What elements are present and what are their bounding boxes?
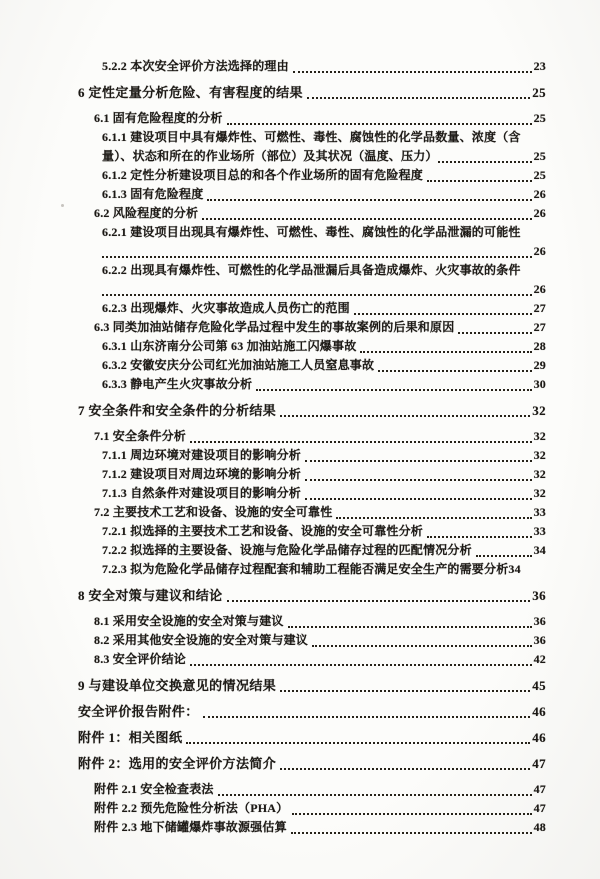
toc-entry (78, 631, 546, 650)
toc-entry (78, 650, 546, 669)
toc-page-number: 26 (533, 282, 546, 296)
toc-entry (78, 318, 546, 337)
toc-page-number: 46 (532, 704, 546, 719)
toc-entry-label: 6.1 固有危险程度的分析 (94, 111, 223, 125)
toc-leader-dots (218, 794, 532, 796)
toc-entry-label: 附件 2.2 预先危险性分析法（PHA） (94, 801, 289, 815)
toc-leader-dots (280, 768, 530, 770)
toc-entry-label: 6.2.2 出现具有爆炸性、可燃性的化学品泄漏后具备造成爆炸、火灾事故的条件 (102, 263, 521, 277)
toc-page-number: 26 (533, 206, 546, 220)
toc-entry-label: 6.3.2 安徽安庆分公司红光加油站施工人员窒息事故 (102, 358, 375, 372)
toc-entry (78, 560, 546, 579)
toc-leader-dots (336, 517, 531, 519)
toc-page-number: 26 (533, 244, 546, 258)
toc-entry-label: 6.3.1 山东济南分公司第 63 加油站施工闪爆事故 (102, 339, 357, 353)
toc-entry (78, 147, 546, 166)
toc-page-number: 25 (533, 168, 546, 182)
toc-entry (78, 702, 546, 721)
toc-page-number: 26 (533, 187, 546, 201)
toc-page-number: 32 (533, 429, 546, 443)
toc-entry (78, 185, 546, 204)
toc-entry-label: 5.2.2 本次安全评价方法选择的理由 (102, 59, 289, 73)
toc-entry (78, 223, 546, 242)
toc-page-number: 27 (533, 320, 546, 334)
toc-leader-dots (293, 71, 532, 73)
toc-page-number: 42 (533, 652, 546, 666)
toc-page-number: 46 (532, 730, 546, 745)
toc-entry-label: 8.2 采用其他安全设施的安全对策与建议 (94, 633, 309, 647)
toc-leader-dots (354, 313, 532, 315)
toc-entry (78, 204, 546, 223)
toc-entry-label: 6.2 风险程度的分析 (94, 206, 199, 220)
toc-entry-label: 7.1.3 自然条件对建设项目的影响分析 (102, 486, 302, 500)
toc-leader-dots (102, 256, 532, 258)
toc-entry (78, 503, 546, 522)
toc-leader-dots (427, 536, 532, 538)
toc-leader-dots (207, 199, 531, 201)
toc-entry (78, 799, 546, 818)
toc-entry (78, 586, 546, 605)
toc-leader-dots (307, 97, 530, 99)
toc-entry-label: 6.1.1 建设项目中具有爆炸性、可燃性、毒性、腐蚀性的化学品数量、浓度（含 (102, 130, 521, 144)
table-of-contents (78, 57, 546, 837)
toc-entry (78, 375, 546, 394)
toc-page-number: 23 (533, 59, 546, 73)
toc-entry-label: 8.3 安全评价结论 (94, 652, 187, 666)
toc-leader-dots (202, 218, 531, 220)
toc-page-number: 25 (533, 111, 546, 125)
toc-entry (78, 612, 546, 631)
toc-page-number: 32 (533, 448, 546, 462)
toc-page-number: 25 (533, 149, 546, 163)
toc-entry (78, 166, 546, 185)
toc-leader-dots (186, 742, 530, 744)
toc-leader-dots (227, 123, 532, 125)
toc-page-number: 30 (533, 377, 546, 391)
toc-entry (78, 109, 546, 128)
toc-page-number: 32 (533, 467, 546, 481)
toc-entry-label: 6.1.3 固有危险程度 (102, 187, 204, 201)
toc-page-number: 27 (533, 301, 546, 315)
toc-entry-label: 7.2.1 拟选择的主要技术工艺和设备、设施的安全可靠性分析 (102, 524, 424, 538)
toc-entry (78, 128, 546, 147)
toc-entry (78, 818, 546, 837)
toc-page-number: 36 (532, 588, 546, 603)
toc-entry-label: 附件 1：相关图纸 (78, 730, 183, 745)
toc-leader-dots (305, 460, 532, 462)
toc-page-number: 33 (533, 524, 546, 538)
toc-page-number: 47 (532, 756, 546, 771)
toc-page-number: 34 (508, 562, 521, 576)
toc-page-number: 48 (533, 820, 546, 834)
scan-speck (61, 204, 64, 207)
toc-entry (78, 242, 546, 261)
toc-entry-label: 6.3.3 静电产生火灾事故分析 (102, 377, 253, 391)
toc-leader-dots (291, 832, 532, 834)
toc-entry-label: 6.1.2 定性分析建设项目总的和各个作业场所的固有危险程度 (102, 168, 424, 182)
toc-page-number: 34 (533, 543, 546, 557)
toc-entry (78, 484, 546, 503)
toc-entry (78, 337, 546, 356)
toc-page-number: 32 (533, 486, 546, 500)
toc-leader-dots (102, 294, 532, 296)
toc-leader-dots (190, 664, 532, 666)
toc-entry-label: 6.2.3 出现爆炸、火灾事故造成人员伤亡的范围 (102, 301, 350, 315)
toc-entry (78, 541, 546, 560)
toc-entry (78, 465, 546, 484)
toc-page-number: 36 (533, 614, 546, 628)
toc-entry (78, 446, 546, 465)
toc-entry (78, 261, 546, 280)
toc-leader-dots (227, 600, 531, 602)
toc-page-number: 45 (532, 678, 546, 693)
toc-entry (78, 427, 546, 446)
toc-entry-label: 附件 2.1 安全检查表法 (94, 782, 214, 796)
toc-entry (78, 522, 546, 541)
toc-entry-label: 安全评价报告附件： (78, 704, 199, 719)
toc-leader-dots (256, 389, 531, 391)
toc-entry-label: 7.1 安全条件分析 (94, 429, 187, 443)
toc-entry-label: 附件 2.3 地下储罐爆炸事故源强估算 (94, 820, 287, 834)
toc-entry (78, 83, 546, 102)
toc-leader-dots (292, 813, 531, 815)
toc-page-number: 25 (532, 85, 546, 100)
toc-page-number: 28 (533, 339, 546, 353)
toc-leader-dots (312, 645, 532, 647)
toc-entry-label: 7.1.2 建设项目对周边环境的影响分析 (102, 467, 302, 481)
toc-entry-label: 7.2.2 拟选择的主要设备、设施与危险化学品储存过程的匹配情况分析 (102, 543, 472, 557)
toc-leader-dots (360, 351, 531, 353)
toc-leader-dots (203, 716, 531, 718)
toc-entry-label: 8.1 采用安全设施的安全对策与建议 (94, 614, 284, 628)
toc-entry (78, 728, 546, 747)
toc-entry-label: 7.1.1 周边环境对建设项目的影响分析 (102, 448, 302, 462)
toc-entry-label: 8 安全对策与建议和结论 (78, 588, 223, 603)
toc-leader-dots (305, 498, 532, 500)
toc-entry-label: 6.2.1 建设项目出现具有爆炸性、可燃性、毒性、腐蚀性的化学品泄漏的可能性 (102, 225, 521, 239)
toc-entry (78, 780, 546, 799)
toc-page-number: 36 (533, 633, 546, 647)
toc-entry-label: 6 定性定量分析危险、有害程度的结果 (78, 85, 303, 100)
toc-leader-dots (438, 161, 532, 163)
toc-entry-label: 附件 2：选用的安全评价方法简介 (78, 756, 277, 771)
toc-entry (78, 754, 546, 773)
toc-entry-label: 7.2.3 拟为危险化学品储存过程配套和辅助工程能否满足安全生产的需要分析 (102, 562, 509, 576)
toc-leader-dots (190, 441, 532, 443)
toc-entry-label: 7 安全条件和安全条件的分析结果 (78, 403, 277, 418)
toc-page-number: 29 (533, 358, 546, 372)
toc-leader-dots (378, 370, 531, 372)
toc-entry (78, 676, 546, 695)
toc-leader-dots (427, 180, 532, 182)
toc-entry (78, 57, 546, 76)
toc-page-number: 32 (532, 403, 546, 418)
toc-entry-label: 6.3 同类加油站储存危险化学品过程中发生的事故案例的后果和原因 (94, 320, 455, 334)
toc-entry (78, 356, 546, 375)
toc-leader-dots (476, 555, 532, 557)
toc-leader-dots (458, 332, 531, 334)
toc-page-number: 47 (533, 782, 546, 796)
toc-leader-dots (305, 479, 532, 481)
toc-entry-label: 7.2 主要技术工艺和设备、设施的安全可靠性 (94, 505, 333, 519)
toc-entry-label: 量）、状态和所在的作业场所（部位）及其状况（温度、压力） (102, 149, 438, 163)
toc-entry (78, 280, 546, 299)
toc-leader-dots (280, 415, 530, 417)
toc-page-number: 33 (533, 505, 546, 519)
toc-entry (78, 401, 546, 420)
toc-leader-dots (288, 626, 532, 628)
toc-entry-label: 9 与建设单位交换意见的情况结果 (78, 678, 277, 693)
toc-entry (78, 299, 546, 318)
toc-page-number: 47 (533, 801, 546, 815)
toc-leader-dots (280, 690, 530, 692)
